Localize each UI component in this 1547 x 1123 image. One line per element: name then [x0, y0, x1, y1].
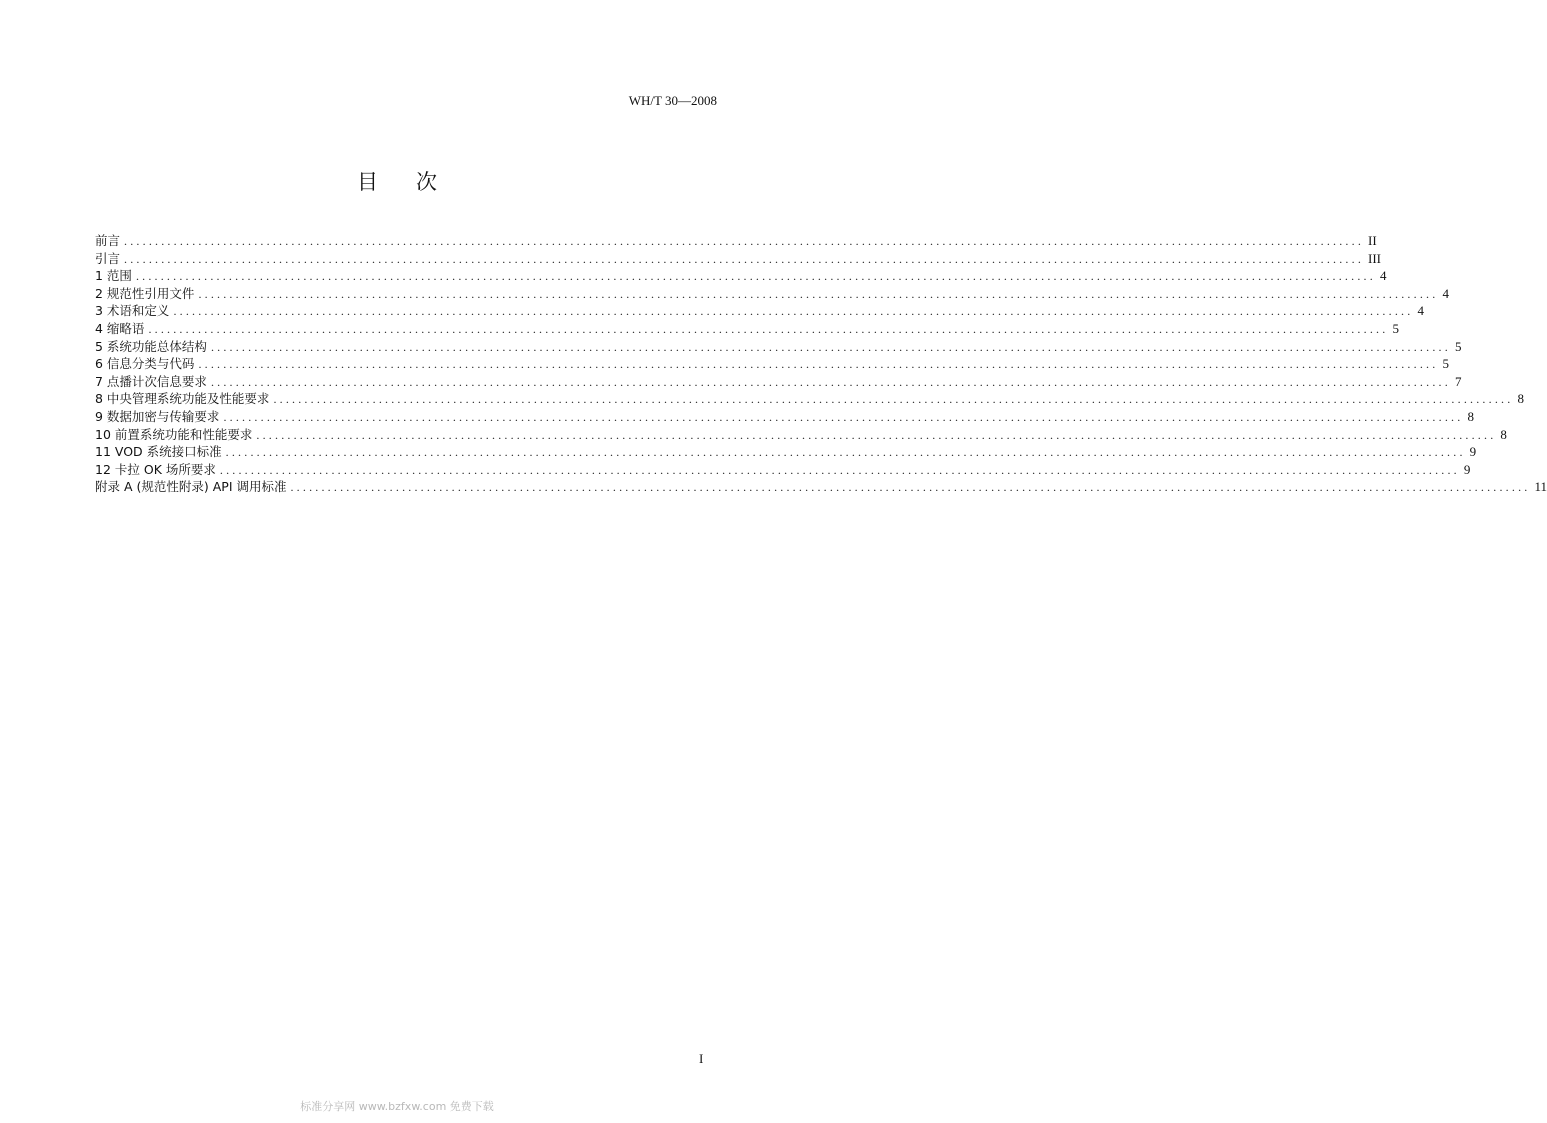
toc-entry[interactable]: [95, 442, 1477, 460]
toc-leader-dots: ........................................................................................................................................................................................................: [223, 409, 1464, 424]
toc-entry-label: 3 术语和定义: [95, 303, 170, 319]
page-number: I: [699, 1051, 704, 1066]
toc-entry-label: 10 前置系统功能和性能要求: [95, 426, 253, 442]
toc-entry-page: III: [1368, 250, 1382, 266]
toc-entry-page: 5: [1454, 338, 1462, 354]
toc-entry[interactable]: [95, 319, 1399, 337]
toc-leader-dots: ........................................................................................................................................................................................................: [198, 357, 1439, 372]
toc-entry[interactable]: [95, 354, 1449, 372]
toc-entry[interactable]: [95, 337, 1462, 355]
toc-entry[interactable]: [95, 249, 1382, 267]
toc-leader-dots: ........................................................................................................................................................................................................: [173, 304, 1414, 319]
toc-entry[interactable]: [95, 301, 1424, 319]
standard-code: WH/T 30—2008: [628, 93, 717, 108]
toc-entry-page: 4: [1379, 268, 1387, 284]
page-title-text: 目次: [357, 170, 475, 194]
toc-leader-dots: ........................................................................................................................................................................................................: [210, 339, 1451, 354]
toc-leader-dots: ........................................................................................................................................................................................................: [124, 251, 1365, 266]
toc-leader-dots: ........................................................................................................................................................................................................: [273, 392, 1514, 407]
toc-entry[interactable]: [95, 460, 1471, 478]
toc-leader-dots: ........................................................................................................................................................................................................: [198, 286, 1439, 301]
toc-entry-page: 4: [1442, 285, 1449, 301]
toc-entry-page: 9: [1469, 444, 1477, 460]
toc-entry-page: 8: [1467, 408, 1474, 424]
table-of-contents: [95, 231, 1547, 495]
toc-entry-page: 8: [1517, 391, 1524, 407]
toc-entry-label: 12 卡拉 OK 场所要求: [95, 461, 216, 477]
toc-entry[interactable]: [95, 425, 1507, 443]
toc-entry-label: 9 数据加密与传输要求: [95, 408, 220, 424]
toc-entry[interactable]: [95, 389, 1524, 407]
toc-entry[interactable]: [95, 407, 1474, 425]
toc-entry[interactable]: [95, 477, 1547, 495]
toc-leader-dots: ........................................................................................................................................................................................................: [148, 321, 1389, 336]
toc-entry[interactable]: [95, 372, 1462, 390]
toc-entry-page: 5: [1442, 356, 1449, 372]
toc-leader-dots: ........................................................................................................................................................................................................: [210, 374, 1451, 389]
toc-entry-label: 8 中央管理系统功能及性能要求: [95, 391, 270, 407]
toc-entry-label: 4 缩略语: [95, 320, 145, 336]
toc-entry-label: 11 VOD 系统接口标准: [95, 444, 222, 460]
toc-entry-page: 5: [1392, 320, 1399, 336]
toc-entry-label: 5 系统功能总体结构: [95, 338, 207, 354]
toc-entry-page: 8: [1500, 426, 1507, 442]
toc-leader-dots: ........................................................................................................................................................................................................: [219, 462, 1460, 477]
toc-leader-dots: ........................................................................................................................................................................................................: [225, 445, 1466, 460]
toc-leader-dots: ........................................................................................................................................................................................................: [135, 269, 1376, 284]
page-title: [0, 166, 794, 196]
toc-entry-label: 前言: [95, 233, 121, 248]
watermark: 标准分享网 www.bzfxw.com 免费下载: [300, 1100, 494, 1113]
toc-entry-label: 2 规范性引用文件: [95, 285, 195, 301]
toc-entry-label: 引言: [95, 250, 121, 266]
toc-leader-dots: ........................................................................................................................................................................................................: [124, 234, 1365, 248]
toc-entry[interactable]: [95, 284, 1449, 302]
toc-entry-label: 1 范围: [95, 268, 132, 284]
toc-entry-page: 11: [1534, 479, 1547, 495]
toc-entry-page: II: [1368, 233, 1377, 248]
toc-leader-dots: ........................................................................................................................................................................................................: [290, 480, 1531, 495]
toc-entry-label: 6 信息分类与代码: [95, 356, 195, 372]
toc-entry-page: 9: [1463, 461, 1471, 477]
toc-entry-label: 7 点播计次信息要求: [95, 373, 207, 389]
toc-entry[interactable]: [95, 231, 1377, 249]
toc-entry[interactable]: [95, 266, 1387, 284]
toc-entry-page: 7: [1454, 373, 1462, 389]
toc-leader-dots: ........................................................................................................................................................................................................: [256, 427, 1497, 442]
toc-entry-label: 附录 A (规范性附录) API 调用标准: [95, 479, 287, 495]
toc-entry-page: 4: [1417, 303, 1424, 319]
